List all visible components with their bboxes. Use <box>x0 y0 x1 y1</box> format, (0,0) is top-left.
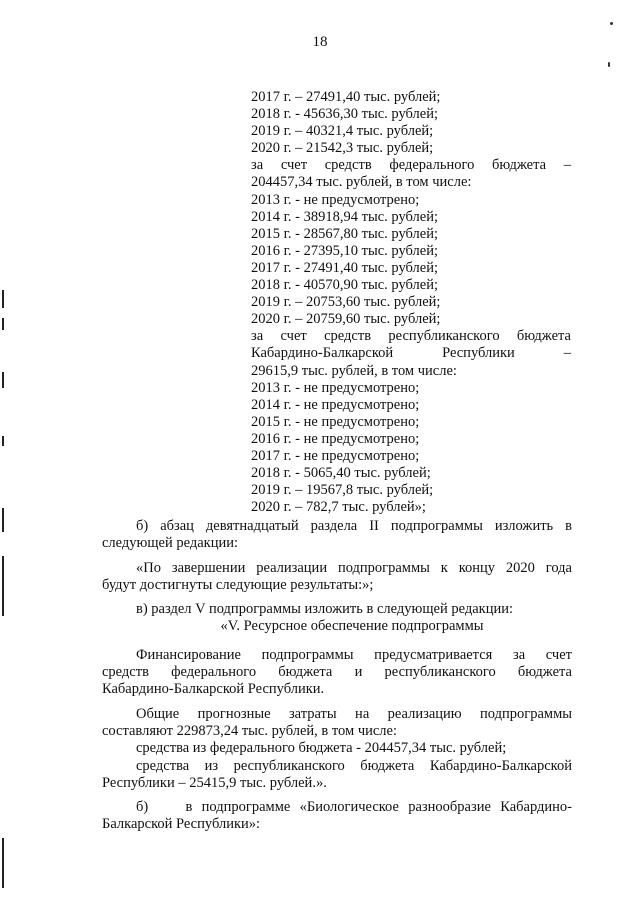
scan-mark <box>2 318 4 330</box>
text-line: «V. Ресурсное обеспечение подпрограммы <box>220 618 484 635</box>
scan-speck <box>608 62 610 67</box>
text-line: б) абзац девятнадцатый раздела II подпрограммы изложить в <box>136 518 572 534</box>
text-line: 2016 г. - не предусмотрено; <box>251 430 420 447</box>
text-line: средства из республиканского бюджета Кабардино-Балкарской <box>136 757 572 774</box>
paragraph-financing <box>102 647 572 699</box>
paragraph-b-amendment <box>102 518 572 553</box>
paragraph-quote-results <box>102 560 572 595</box>
text-line: 2018 г. - 5065,40 тыс. рублей; <box>251 465 431 482</box>
text-line: средств федерального бюджета и республиканского бюджета <box>102 664 572 681</box>
scan-mark <box>2 436 4 446</box>
text-line: 2015 г. - не предусмотрено; <box>251 413 420 430</box>
paragraph-biodiversity <box>102 799 572 834</box>
text-line: следующей редакции: <box>102 535 239 552</box>
scan-mark <box>2 838 4 888</box>
text-line: 2020 г. – 21542,3 тыс. рублей; <box>251 140 434 157</box>
text-line: Кабардино-Балкарской Республики – <box>251 345 571 362</box>
scan-speck <box>610 22 613 25</box>
text-line: 2020 г. – 782,7 тыс. рублей»; <box>251 499 426 516</box>
text-line: Финансирование подпрограммы предусматривается за счет <box>136 646 572 663</box>
text-line: 2016 г. - 27395,10 тыс. рублей; <box>251 242 438 259</box>
text-line: составляют 229873,24 тыс. рублей, в том числе: <box>102 722 398 739</box>
text-line: Республики – 25415,9 тыс. рублей.». <box>102 774 327 791</box>
section-heading <box>102 618 572 635</box>
paragraph-federal-funds <box>102 740 572 757</box>
text-line: средства из федерального бюджета - 204457,34 тыс. рублей; <box>136 740 507 757</box>
text-line: 29615,9 тыс. рублей, в том числе: <box>251 362 457 379</box>
paragraph-v-section <box>102 601 572 618</box>
funding-breakdown-continuation <box>251 89 571 516</box>
paragraph-republican-funds <box>102 758 572 793</box>
text-line: 2014 г. - не предусмотрено; <box>251 396 420 413</box>
text-line: 204457,34 тыс. рублей, в том числе: <box>251 174 472 191</box>
text-line: 2013 г. - не предусмотрено; <box>251 379 420 396</box>
text-line: 2018 г. - 40570,90 тыс. рублей; <box>251 277 438 294</box>
text-line: Кабардино-Балкарской Республики. <box>102 681 325 698</box>
text-line: за счет средств федерального бюджета – <box>251 157 571 174</box>
text-line: 2017 г. - не предусмотрено; <box>251 447 420 464</box>
text-line: 2020 г. – 20759,60 тыс. рублей; <box>251 311 441 328</box>
scan-mark <box>2 372 4 388</box>
text-line: 2014 г. - 38918,94 тыс. рублей; <box>251 208 438 225</box>
text-line: 2013 г. - не предусмотрено; <box>251 191 420 208</box>
text-line: за счет средств республиканского бюджета <box>251 328 571 345</box>
text-line: 2019 г. – 19567,8 тыс. рублей; <box>251 482 434 499</box>
text-line: 2018 г. - 45636,30 тыс. рублей; <box>251 106 438 123</box>
text-line: будут достигнуты следующие результаты:»; <box>102 576 374 593</box>
text-line: б) в подпрограмме «Биологическое разнообразие Кабардино- <box>136 799 572 816</box>
text-line: «По завершении реализации подпрограммы к концу 2020 года <box>136 559 572 576</box>
scan-mark <box>2 508 4 532</box>
text-line: 2019 г. – 40321,4 тыс. рублей; <box>251 123 434 140</box>
text-line: 2017 г. – 27491,40 тыс. рублей; <box>251 89 441 105</box>
document-body <box>102 518 572 834</box>
paragraph-total-costs <box>102 706 572 741</box>
text-line: 2015 г. - 28567,80 тыс. рублей; <box>251 225 438 242</box>
page-number: 18 <box>312 34 328 50</box>
scan-mark <box>2 290 4 308</box>
scan-mark <box>2 556 4 616</box>
text-line: 2019 г. – 20753,60 тыс. рублей; <box>251 294 441 311</box>
text-line: в) раздел V подпрограммы изложить в следующей редакции: <box>136 601 513 618</box>
scan-margin-marks <box>0 0 12 905</box>
text-line: Балкарской Республики»: <box>102 816 261 833</box>
text-line: 2017 г. - 27491,40 тыс. рублей; <box>251 259 438 276</box>
text-line: Общие прогнозные затраты на реализацию подпрограммы <box>136 705 572 722</box>
